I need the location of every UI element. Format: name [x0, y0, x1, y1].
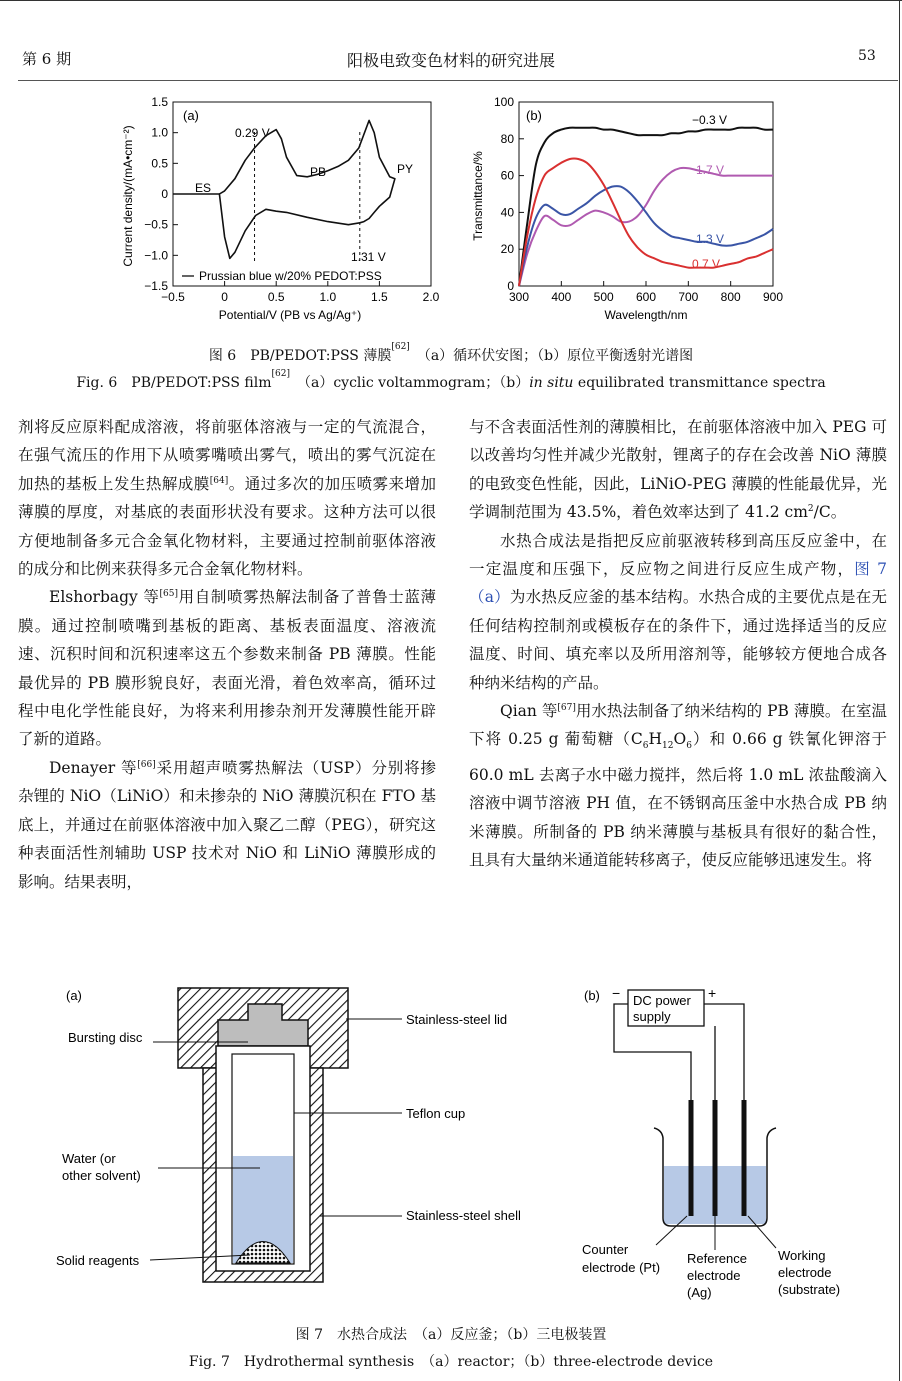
- body-column-right: [469, 413, 887, 875]
- fig6b-label-17: 1.7 V: [696, 163, 725, 177]
- fig7b-electrode-diagram: [570, 980, 870, 1310]
- fig6a-ytick-label: −1.0: [144, 248, 168, 263]
- fig6a-annotation-029: 0.29 V: [235, 126, 270, 140]
- paragraph: [18, 413, 436, 583]
- label-counter-2: electrode (Pt): [582, 1260, 661, 1275]
- fig6b-xtick-label: 600: [635, 290, 657, 304]
- fig6b-panel-label: (b): [526, 108, 542, 123]
- fig6b-xtick-label: 900: [762, 290, 784, 304]
- label-water-1: Water (or: [62, 1151, 116, 1166]
- paragraph-text: 水热合成法是指把反应前驱液转移到高压反应釜中，在一定温度和压强下，反应物之间进行反应生成产物，: [469, 531, 887, 579]
- paragraph-text: 。通过多次的加压喷雾来增加薄膜的厚度，对基底的表面形状没有要求。这种方法可以很方便地制备多元合金氧化物材料，主要通过控制前驱体溶液的成分和比例来获得多元合金氧化物材料。: [18, 474, 436, 579]
- fig6a-legend-label: Prussian blue w/20% PEDOT:PSS: [199, 269, 382, 283]
- fig6a-xtick-label: 0: [221, 290, 228, 304]
- fig6b-xtick-label: 300: [508, 290, 530, 304]
- journal-issue: 第 6 期: [22, 50, 72, 68]
- page-border-right: [899, 0, 900, 1381]
- fig6a-annotation-py: PY: [397, 162, 414, 176]
- fig6b-xtick-label: 400: [551, 290, 572, 304]
- fig6a-ytick-label: 1.0: [151, 125, 168, 140]
- fig6a-ytick-label: −1.5: [144, 279, 168, 293]
- fig6a-ytick-label: 1.5: [151, 95, 168, 109]
- paragraph-text: 与不含表面活性剂的薄膜相比，在前驱体溶液中加入 PEG 可以改善均匀性并减少光散射，锂离子的存在会改善 NiO 薄膜的电致变色性能，因此，LiNiO-PEG 薄膜的性能最优异，光学调制范围为 43.5%，着色效率达到了 41.2 cm: [469, 418, 887, 522]
- label-stainless-shell: Stainless-steel shell: [406, 1208, 521, 1223]
- label-teflon-cup: Teflon cup: [406, 1106, 466, 1121]
- paragraph-text: 用水热法制备了纳米结构的 PB 薄膜。在室温下将 0.25 g 葡萄糖（C: [469, 702, 887, 749]
- label-reference-3: (Ag): [687, 1285, 712, 1300]
- fig6b-ytick-label: 60: [500, 168, 514, 183]
- terminal-minus: −: [612, 985, 621, 1001]
- paragraph-text: 剂将反应原料配成溶液，将前驱体溶液与一定的气流混合，在强气流压的作用下从喷雾嘴喷出雾气，喷出的雾气沉淀在加热的基板上发生热解成膜: [18, 418, 436, 493]
- fig6b-ytick-label: 0: [507, 279, 514, 293]
- paragraph-text: ）和 0.66 g 铁氰化钾溶于 60.0 mL 去离子水中磁力搅拌，然后将 1.0 mL 浓盐酸滴入溶液中调节溶液 PH 值，在不锈钢高压釜中水热合成 PB 纳米薄膜。所制备的 PB 纳米薄膜与基板具有很好的黏合性，且具有大量纳米通道能转移离子，使反应能够迅速发生。将: [469, 730, 887, 870]
- paragraph: [469, 527, 887, 697]
- fig6b-plot-group: [471, 95, 783, 322]
- paragraph-text: Qian 等: [500, 702, 558, 721]
- superscript: 2: [807, 504, 814, 515]
- fig6a-xtick-label: 1.0: [319, 290, 337, 304]
- paragraph-text: 为水热反应釜的基本结构。水热合成的主要优点是在无任何结构控制剂或模板存在的条件下，通过选择适当的反应温度、时间、填充率以及所用溶剂等，能够较方便地合成各种纳米结构的产品。: [469, 588, 887, 692]
- fig6b-ytick-label: 40: [500, 205, 514, 220]
- fig7a-reactor-diagram: [50, 980, 550, 1300]
- running-title: 阳极电致变色材料的研究进展: [346, 51, 555, 70]
- fig6-caption-cn-ref[interactable]: [62]: [391, 342, 410, 352]
- fig6a-cv-curve: [219, 120, 395, 258]
- fig6-caption-en: [0, 369, 902, 392]
- fig6a-xtick-label: 2.0: [422, 290, 440, 304]
- fig6-caption-en-ref[interactable]: [62]: [271, 369, 290, 379]
- fig6-caption-en-desc2: equilibrated transmittance spectra: [573, 375, 826, 391]
- wire-working: [704, 1004, 744, 1100]
- paragraph-text: 采用超声喷雾热解法（USP）分别将掺杂锂的 NiO（LiNiO）和未掺杂的 NiO 薄膜沉积在 FTO 基底上，并通过在前驱体溶液中加入聚乙二醇（PEG），研究这种表面活性剂辅助 USP 技术对 NiO 和 LiNiO 薄膜形成的影响。结果表明，: [18, 758, 436, 891]
- fig6b-series-line: [519, 168, 773, 286]
- label-solid-reagents: Solid reagents: [56, 1253, 140, 1268]
- power-supply-label-2: supply: [633, 1009, 671, 1024]
- fig6a-ylabel: Current density/(mA•cm⁻²): [121, 125, 135, 267]
- body-column-left: [18, 413, 436, 896]
- fig6-caption-en-text: Fig. 6 PB/PEDOT:PSS film: [76, 375, 272, 391]
- fig6b-label-m03: −0.3 V: [692, 113, 728, 127]
- paragraph-text: Elshorbagy 等: [49, 588, 160, 607]
- page-border-top: [0, 0, 902, 1]
- fig6a-xlabel: Potential/V (PB vs Ag/Ag⁺): [218, 308, 362, 322]
- label-stainless-lid: Stainless-steel lid: [406, 1012, 508, 1027]
- fig6-caption-en-desc: （a）cyclic voltammogram；（b）: [304, 375, 530, 391]
- page-number: 53: [858, 48, 876, 64]
- fig6-caption-cn: [0, 342, 902, 365]
- fig6b-label-07: 0.7 V: [692, 257, 721, 271]
- header-rule: [18, 80, 898, 81]
- fig6-caption-cn-desc: （a）循环伏安图；（b）原位平衡透射光谱图: [423, 348, 694, 364]
- label-bursting-disc: Bursting disc: [68, 1030, 143, 1045]
- power-supply-label-1: DC power: [633, 993, 691, 1008]
- subscript: 12: [662, 741, 674, 752]
- fig6b-ylabel: Transmittance/%: [471, 151, 485, 241]
- fig6-caption-en-italic: in situ: [529, 375, 574, 391]
- paragraph: [18, 754, 436, 896]
- citation-ref[interactable]: [64]: [209, 475, 229, 486]
- fig6a-ytick-label: 0: [161, 187, 168, 201]
- fig7b-panel-label: (b): [584, 988, 600, 1003]
- subscript: 6: [642, 741, 649, 752]
- fig6b-label-13: 1.3 V: [696, 232, 725, 246]
- fig6b-series-line: [519, 186, 773, 286]
- fig6b-ytick-label: 100: [493, 95, 514, 109]
- fig6b-xtick-label: 800: [720, 290, 741, 304]
- fig6a-ytick-label: 0.5: [151, 156, 168, 171]
- paragraph: [18, 583, 436, 753]
- fig7-caption-en: Fig. 7 Hydrothermal synthesis （a）reactor；（b）three-electrode device: [188, 1354, 714, 1370]
- label-reference-2: electrode: [687, 1268, 741, 1283]
- fig6a-chart: [110, 92, 450, 332]
- fig6-caption-cn-text: 图 6 PB/PEDOT:PSS 薄膜: [208, 348, 392, 364]
- fig6b-ytick-label: 20: [500, 242, 514, 257]
- fig6a-plot-group: [121, 95, 440, 322]
- fig6a-xtick-label: 0.5: [267, 290, 285, 304]
- paragraph-text: H: [648, 730, 663, 749]
- fig6a-xtick-label: −0.5: [161, 290, 185, 304]
- fig6a-xtick-label: 1.5: [371, 290, 388, 304]
- label-working-1: Working: [778, 1248, 826, 1263]
- fig6b-xlabel: Wavelength/nm: [604, 308, 688, 322]
- paragraph: [469, 697, 887, 875]
- paragraph: [469, 413, 887, 527]
- paragraph-text: Denayer 等: [49, 758, 138, 777]
- label-working-2: electrode: [778, 1265, 832, 1280]
- fig6b-ytick-label: 80: [500, 131, 514, 146]
- paragraph-text: /C。: [813, 503, 847, 522]
- citation-ref[interactable]: [66]: [137, 759, 156, 770]
- label-water-2: other solvent): [62, 1168, 141, 1183]
- paragraph-text: O: [673, 730, 687, 749]
- fig6a-annotation-pb: PB: [310, 165, 327, 179]
- citation-ref[interactable]: [67]: [557, 703, 576, 714]
- figure-link[interactable]: 图 7（a）: [469, 560, 887, 607]
- paragraph-text: 用自制喷雾热解法制备了普鲁士蓝薄膜。通过控制喷嘴到基板的距离、基板表面温度、溶液流速、沉积时间和沉积速率这五个参数来制备 PB 薄膜。性能最优异的 PB 膜形貌良好，表面光滑，着色效率高，循环过程中电化学性能良好，为将来利用掺杂剂开发薄膜性能开辟了新的道路。: [18, 588, 436, 749]
- fig7-caption-cn: 图 7 水热合成法 （a）反应釜；（b）三电极装置: [295, 1327, 607, 1343]
- terminal-plus: +: [708, 985, 717, 1001]
- fig6b-xtick-label: 500: [593, 290, 614, 304]
- fig6a-panel-label: (a): [183, 108, 199, 123]
- fig6a-ytick-label: −0.5: [144, 217, 168, 232]
- fig6b-chart: [466, 92, 796, 332]
- fig6a-annotation-131: 1.31 V: [351, 250, 386, 264]
- fig7a-panel-label: (a): [66, 988, 82, 1003]
- subscript: 6: [686, 741, 692, 752]
- fig6b-xtick-label: 700: [678, 290, 699, 304]
- label-counter-1: Counter: [582, 1242, 629, 1257]
- fig6a-annotation-es: ES: [195, 181, 212, 195]
- citation-ref[interactable]: [65]: [159, 589, 178, 600]
- label-working-3: (substrate): [778, 1282, 841, 1297]
- label-reference-1: Reference: [687, 1251, 747, 1266]
